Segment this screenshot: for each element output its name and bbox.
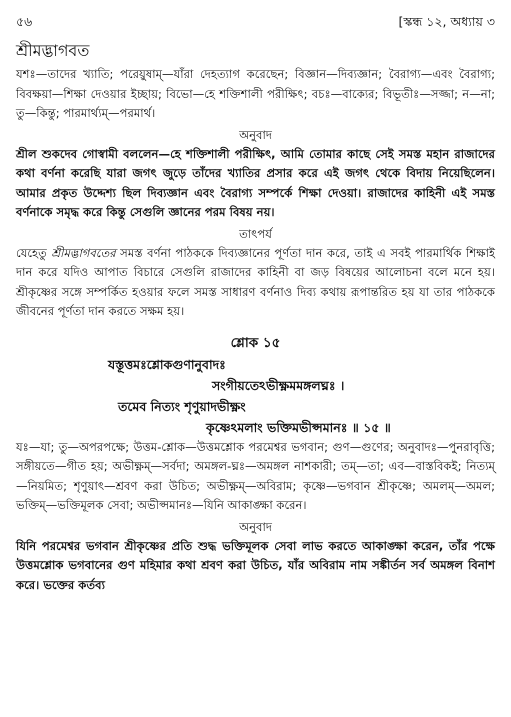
chapter-reference: [স্কন্ধ ১২, অধ্যায় ৩ — [398, 14, 495, 29]
purport-intro: যেহেতু — [16, 245, 52, 260]
page-header — [16, 14, 495, 38]
verse-heading: শ্লোক ১৫ — [230, 334, 281, 351]
verse-line-2: সংগীয়তেঽভীক্ষ্ণমমঙ্গলঘ্নঃ । — [212, 377, 345, 393]
purport-heading: তাৎপর্য — [239, 226, 272, 241]
synonyms-paragraph-1: যশঃ—তাদের খ্যাতি; পরেয়ুষাম্—যাঁরা দেহত্যাগ করেছেন; বিজ্ঞান—দিব্যজ্ঞান; বৈরাগ্য—এবং বৈরাগ্য; বিবক্ষয়া—শিক্ষা দেওয়ার ইচ্ছায়; বিভো—হে শক্তিশালী পরীক্ষিৎ; বচঃ—বাক্যের; বিভূতীঃ—সজ্জা; ন—না; তু—কিন্তু; পারমার্থ্যম্—পরমার্থ। — [16, 67, 495, 120]
verse-line-3: তমেব নিত্যং শৃণুয়াদভীক্ষ্ণং — [118, 398, 246, 414]
purport-rest: সমস্ত বর্ণনা পাঠককে দিব্যজ্ঞানের পূর্ণতা দান করে, তাই এ সবই পারমার্থিক শিক্ষাই দান করে যদিও আপাত বিচারে সেগুলি রাজাদের কাহিনী বা জড় বিষয়ের আলোচনা বলে মনে হয়। শ্রীকৃষ্ণের সঙ্গে সম্পর্কিত হওয়ার ফলে সমস্ত সাধারণ বর্ণনাও দিব্য কথায় রূপান্তরিত হয় যা তার পাঠককে জীবনের পূর্ণতা দান করতে সক্ষম হয়। — [16, 245, 495, 318]
translation-heading: অনুবাদ — [239, 127, 272, 142]
verse-line-1: যস্তূত্তমঃশ্লোকগুণানুবাদঃ — [108, 356, 226, 372]
translation2-paragraph: যিনি পরমেশ্বর ভগবান শ্রীকৃষ্ণের প্রতি শুদ্ধ ভক্তিমূলক সেবা লাভ করতে আকাঙ্ক্ষা করেন, তাঁর পক্ষে উত্তমশ্লোক ভগবানের গুণ মহিমার কথা শ্রবণ করা উচিত, যাঁর অবিরাম নাম সঙ্কীর্তন সর্ব অমঙ্গল বিনাশ করে। ভক্তের কর্তব্য — [16, 538, 495, 592]
translation2-heading: অনুবাদ — [239, 519, 272, 534]
verse-line-4: কৃষ্ণেঽমলাং ভক্তিমভীপ্সমানঃ ॥ ১৫ ॥ — [206, 419, 391, 435]
translation-paragraph: শ্রীল শুকদেব গোস্বামী বললেন—হে শক্তিশালী পরীক্ষিৎ, আমি তোমার কাছে সেই সমস্ত মহান রাজাদের কথা বর্ণনা করেছি যারা জগৎ জুড়ে তাঁদের খ্যাতির প্রসার করে এই জগৎ থেকে বিদায় নিয়েছিলেন। আমার প্রকৃত উদ্দেশ্য ছিল দিব্যজ্ঞান এবং বৈরাগ্য সম্পর্কে শিক্ষা দেওয়া। রাজাদের কাহিনী এই সমস্ত বর্ণনাকে সমৃদ্ধ করে কিন্তু সেগুলি জ্ঞানের পরম বিষয় নয়। — [16, 146, 495, 219]
purport-book-name: শ্রীমদ্ভাগবতের — [51, 245, 116, 260]
synonyms-paragraph-2: যঃ—যা; তু—অপরপক্ষে; উত্তম-শ্লোক—উত্তমশ্লোক পরমেশ্বর ভগবান; গুণ—গুণের; অনুবাদঃ—পুনরাবৃত্তি; সঙ্গীয়তে—গীত হয়; অভীক্ষ্ণম্—সর্বদা; অমঙ্গল-ঘ্নঃ—অমঙ্গল নাশকারী; তম্—তা; এব—বাস্তবিকই; নিত্যম্—নিয়মিত; শৃণুয়াৎ—শ্রবণ করা উচিত; অভীক্ষ্ণম্—অবিরাম; কৃষ্ণে—ভগবান শ্রীকৃষ্ণে; অমলম্—অমল; ভক্তিম্—ভক্তিমূলক সেবা; অভীপ্সমানঃ—যিনি আকাঙ্ক্ষা করেন। — [16, 439, 495, 512]
page-number: ৫৬ — [16, 14, 33, 29]
book-title: শ্রীমদ্ভাগবত — [16, 41, 90, 60]
purport-paragraph — [16, 244, 495, 322]
